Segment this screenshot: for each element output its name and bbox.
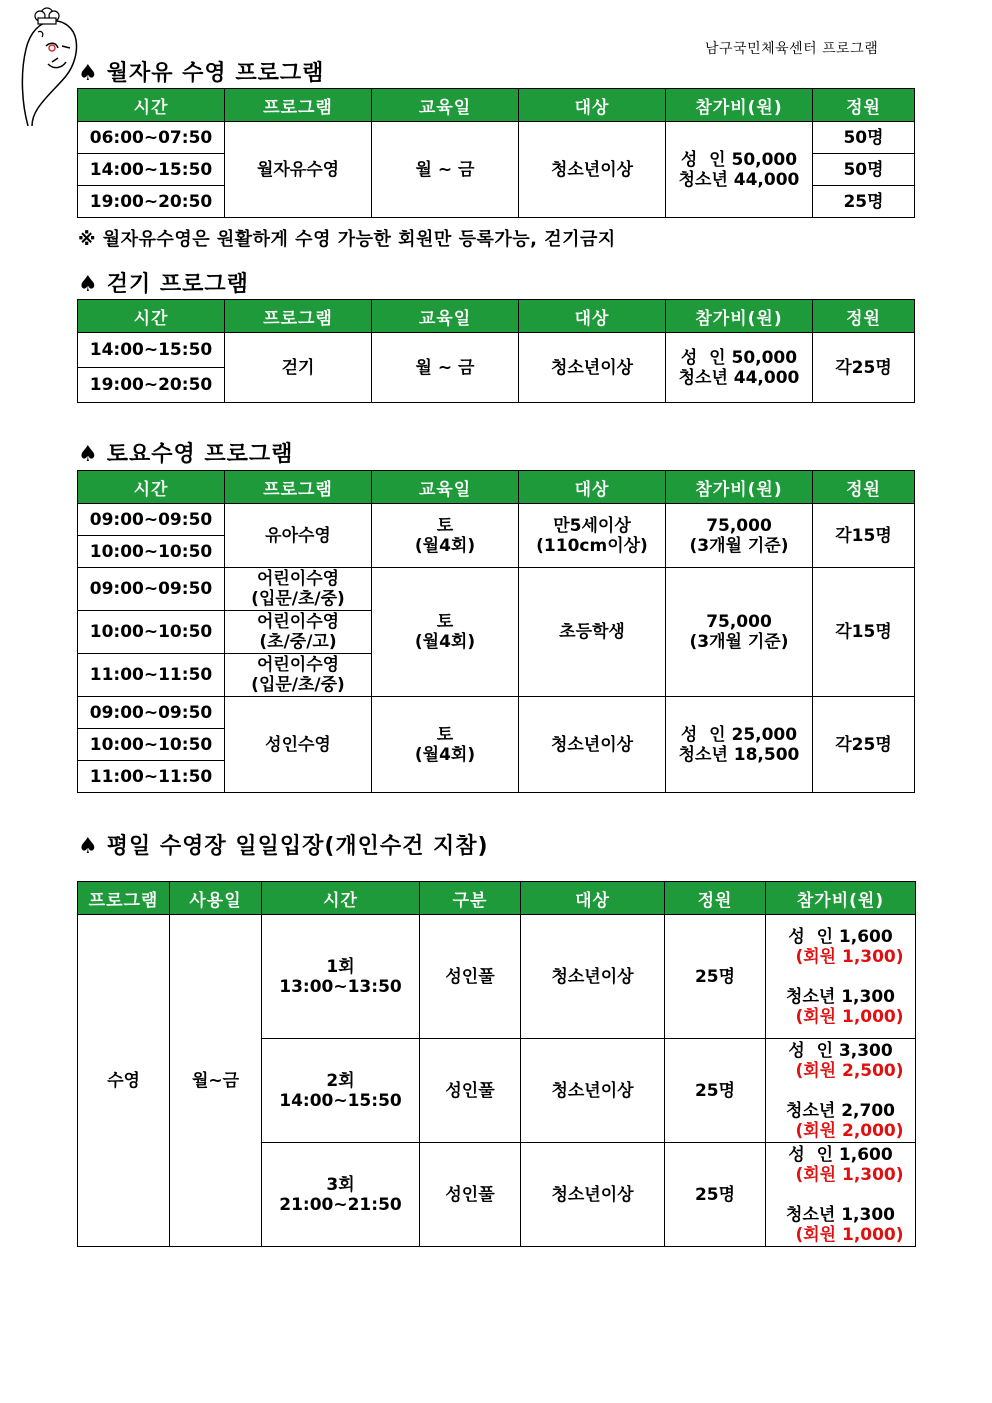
capacity-cell: 각15명 bbox=[813, 504, 915, 568]
time-cell: 19:00~20:50 bbox=[78, 186, 225, 218]
days-cell: 월~금 bbox=[170, 915, 262, 1247]
program-cell: 수영 bbox=[78, 915, 170, 1247]
capacity-cell: 25명 bbox=[665, 1039, 766, 1143]
section3-title: ♠ 토요수영 프로그램 bbox=[78, 442, 294, 467]
col-header: 시간 bbox=[262, 882, 420, 915]
section2-title: ♠ 걷기 프로그램 bbox=[78, 272, 249, 297]
time-cell: 09:00~09:50 bbox=[78, 504, 225, 536]
table-header-row bbox=[78, 471, 915, 504]
section1-title: ♠ 월자유 수영 프로그램 bbox=[78, 61, 325, 86]
capacity-cell: 50명 bbox=[813, 154, 915, 186]
col-header: 참가비(원) bbox=[766, 882, 916, 915]
col-header: 프로그램 bbox=[78, 882, 170, 915]
col-header: 대상 bbox=[519, 300, 666, 333]
table-row bbox=[78, 697, 915, 729]
target-cell: 청소년이상 bbox=[521, 1143, 665, 1247]
col-header: 교육일 bbox=[372, 89, 519, 122]
fee-cell: 성 인 1,600 (회원 1,300) 청소년 1,300 (회원 1,000) bbox=[766, 1143, 916, 1247]
table-row bbox=[78, 568, 915, 611]
capacity-cell: 25명 bbox=[813, 186, 915, 218]
time-cell: 10:00~10:50 bbox=[78, 729, 225, 761]
capacity-cell: 각15명 bbox=[813, 568, 915, 697]
col-header: 참가비(원) bbox=[666, 300, 813, 333]
col-header: 정원 bbox=[813, 89, 915, 122]
days-cell: 토 (월4회) bbox=[372, 568, 519, 697]
org-title: 남구국민체육센터 프로그램 bbox=[705, 41, 879, 57]
fee-cell: 75,000 (3개월 기준) bbox=[666, 504, 813, 568]
col-header: 교육일 bbox=[372, 300, 519, 333]
monthly-swim-table bbox=[77, 88, 915, 218]
spade-icon: ♠ bbox=[78, 442, 99, 467]
program-cell: 어린이수영 (입문/초/중) bbox=[225, 654, 372, 697]
target-cell: 청소년이상 bbox=[519, 697, 666, 793]
walking-table bbox=[77, 299, 915, 403]
monthly-swim-note: ※ 월자유수영은 원활하게 수영 가능한 회원만 등록가능, 걷기금지 bbox=[78, 229, 616, 250]
program-cell: 어린이수영 (초/중/고) bbox=[225, 611, 372, 654]
col-header: 대상 bbox=[521, 882, 665, 915]
days-cell: 토 (월4회) bbox=[372, 504, 519, 568]
col-header: 시간 bbox=[78, 471, 225, 504]
target-cell: 청소년이상 bbox=[519, 122, 666, 218]
category-cell: 성인풀 bbox=[420, 1143, 521, 1247]
col-header: 대상 bbox=[519, 89, 666, 122]
time-cell: 11:00~11:50 bbox=[78, 654, 225, 697]
time-cell: 10:00~10:50 bbox=[78, 536, 225, 568]
target-cell: 청소년이상 bbox=[519, 333, 666, 403]
saturday-swim-table bbox=[77, 470, 915, 793]
target-cell: 초등학생 bbox=[519, 568, 666, 697]
time-cell: 10:00~10:50 bbox=[78, 611, 225, 654]
fee-youth: 청소년 44,000 bbox=[678, 169, 800, 190]
spade-icon: ♠ bbox=[78, 61, 99, 86]
col-header: 대상 bbox=[519, 471, 666, 504]
table-header-row bbox=[78, 89, 915, 122]
capacity-cell: 25명 bbox=[665, 915, 766, 1039]
time-cell: 1회 13:00~13:50 bbox=[262, 915, 420, 1039]
fee-cell bbox=[666, 333, 813, 403]
table-row bbox=[78, 915, 916, 1039]
target-cell: 청소년이상 bbox=[521, 915, 665, 1039]
capacity-cell: 각25명 bbox=[813, 697, 915, 793]
time-cell: 14:00~15:50 bbox=[78, 333, 225, 368]
fee-cell: 성 인 3,300 (회원 2,500) 청소년 2,700 (회원 2,000) bbox=[766, 1039, 916, 1143]
time-cell: 09:00~09:50 bbox=[78, 697, 225, 729]
col-header: 프로그램 bbox=[225, 471, 372, 504]
col-header: 정원 bbox=[665, 882, 766, 915]
col-header: 정원 bbox=[813, 300, 915, 333]
program-cell: 월자유수영 bbox=[225, 122, 372, 218]
target-cell: 청소년이상 bbox=[521, 1039, 665, 1143]
spade-icon: ♠ bbox=[78, 272, 99, 297]
capacity-cell: 각25명 bbox=[813, 333, 915, 403]
fee-cell: 75,000 (3개월 기준) bbox=[666, 568, 813, 697]
time-cell: 09:00~09:50 bbox=[78, 568, 225, 611]
target-cell: 만5세이상 (110cm이상) bbox=[519, 504, 666, 568]
fee-cell: 성 인 25,000 청소년 18,500 bbox=[666, 697, 813, 793]
time-cell: 2회 14:00~15:50 bbox=[262, 1039, 420, 1143]
program-cell: 성인수영 bbox=[225, 697, 372, 793]
capacity-cell: 25명 bbox=[665, 1143, 766, 1247]
table-row bbox=[78, 504, 915, 536]
time-cell: 06:00~07:50 bbox=[78, 122, 225, 154]
col-header: 프로그램 bbox=[225, 300, 372, 333]
table-row bbox=[78, 333, 915, 368]
col-header: 구분 bbox=[420, 882, 521, 915]
col-header: 사용일 bbox=[170, 882, 262, 915]
capacity-cell: 50명 bbox=[813, 122, 915, 154]
fee-adult: 성 인 50,000 bbox=[680, 149, 798, 170]
time-cell: 19:00~20:50 bbox=[78, 368, 225, 403]
fee-cell bbox=[666, 122, 813, 218]
category-cell: 성인풀 bbox=[420, 915, 521, 1039]
time-cell: 3회 21:00~21:50 bbox=[262, 1143, 420, 1247]
table-row bbox=[78, 122, 915, 154]
table-header-row bbox=[78, 882, 916, 915]
fee-adult: 성 인 50,000 bbox=[680, 347, 798, 368]
program-cell: 어린이수영 (입문/초/중) bbox=[225, 568, 372, 611]
spade-icon: ♠ bbox=[78, 834, 99, 859]
table-header-row bbox=[78, 300, 915, 333]
fee-youth: 청소년 44,000 bbox=[678, 367, 800, 388]
days-cell: 월 ~ 금 bbox=[372, 122, 519, 218]
col-header: 참가비(원) bbox=[666, 471, 813, 504]
time-cell: 11:00~11:50 bbox=[78, 761, 225, 793]
days-cell: 토 (월4회) bbox=[372, 697, 519, 793]
program-cell: 유아수영 bbox=[225, 504, 372, 568]
fee-cell: 성 인 1,600 (회원 1,300) 청소년 1,300 (회원 1,000) bbox=[766, 915, 916, 1039]
daily-entry-table bbox=[77, 881, 916, 1247]
col-header: 교육일 bbox=[372, 471, 519, 504]
col-header: 정원 bbox=[813, 471, 915, 504]
col-header: 시간 bbox=[78, 89, 225, 122]
program-cell: 걷기 bbox=[225, 333, 372, 403]
col-header: 프로그램 bbox=[225, 89, 372, 122]
chef-mascot-icon bbox=[18, 4, 80, 126]
col-header: 시간 bbox=[78, 300, 225, 333]
section4-title: ♠ 평일 수영장 일일입장(개인수건 지참) bbox=[78, 834, 489, 859]
days-cell: 월 ~ 금 bbox=[372, 333, 519, 403]
category-cell: 성인풀 bbox=[420, 1039, 521, 1143]
time-cell: 14:00~15:50 bbox=[78, 154, 225, 186]
col-header: 참가비(원) bbox=[666, 89, 813, 122]
